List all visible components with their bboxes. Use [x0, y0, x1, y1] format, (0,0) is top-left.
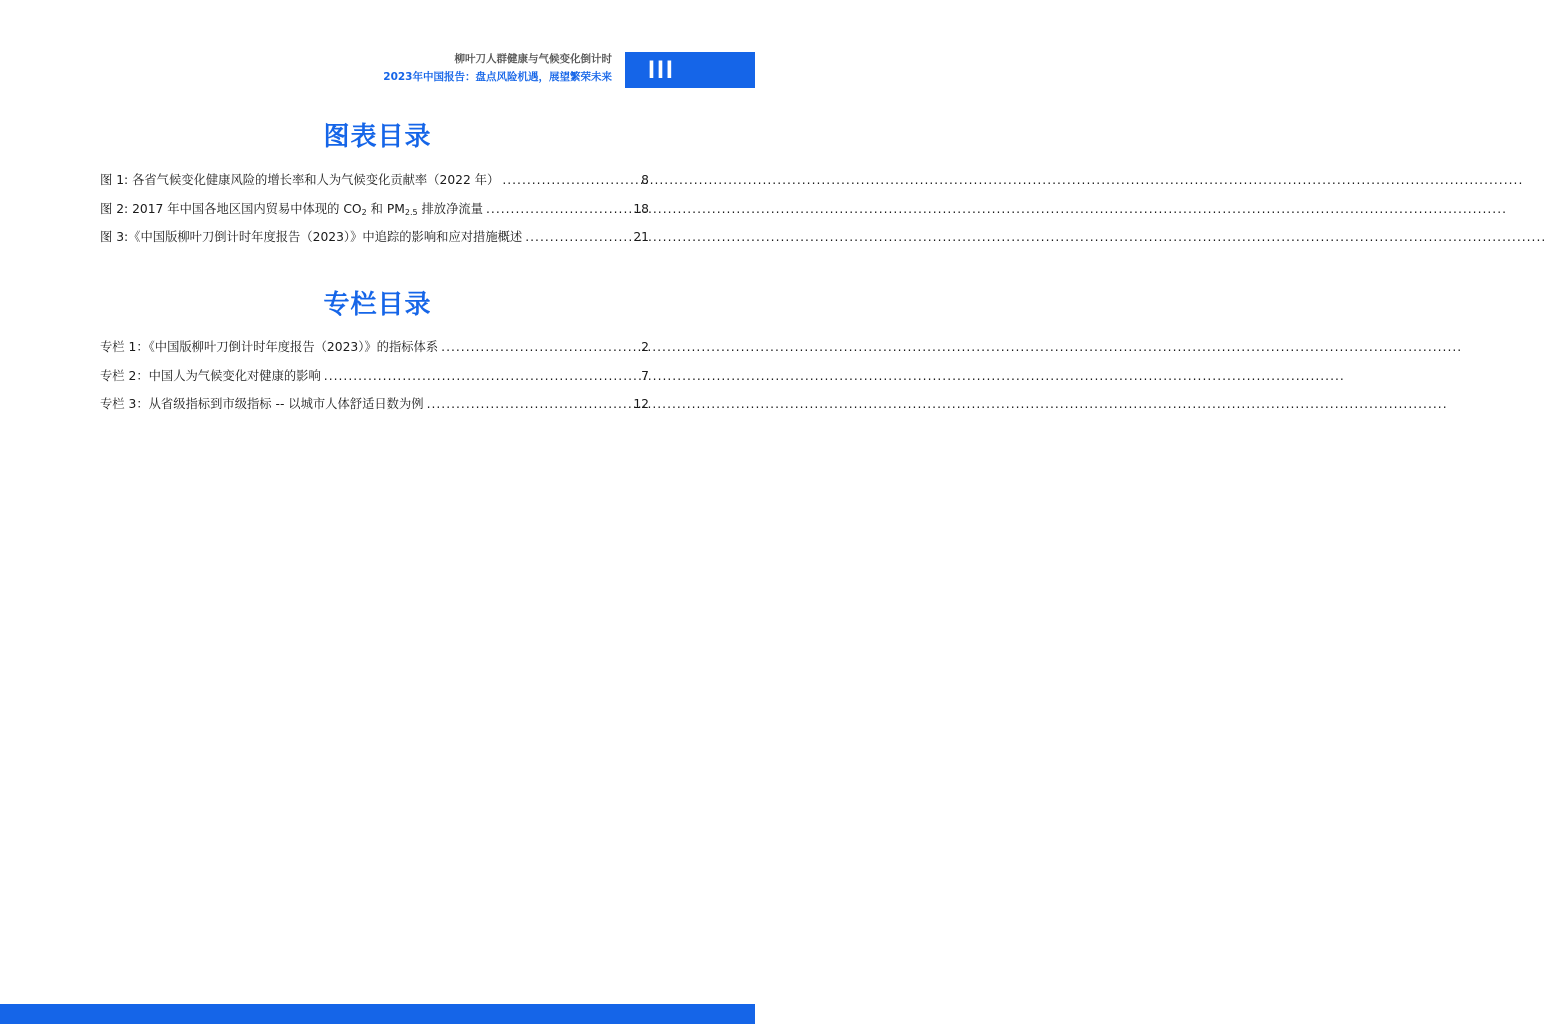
toc-page-number: 8 [641, 173, 649, 187]
toc-entry-column-3[interactable] [100, 390, 649, 419]
report-series-title: 柳叶刀人群健康与气候变化倒计时 [454, 53, 612, 65]
page-number: III [648, 56, 675, 84]
toc-page-number: 18 [633, 201, 649, 216]
toc-entry-title [100, 195, 483, 224]
columns-toc-title: 专栏目录 [323, 290, 432, 320]
figures-toc-title: 图表目录 [323, 122, 432, 152]
toc-leader-dots [525, 223, 630, 252]
toc-entry-figure-1[interactable] [100, 166, 649, 195]
footer-accent-bar [0, 1004, 755, 1024]
toc-entry-title: 专栏 3：从省级指标到市级指标 -- 以城市人体舒适日数为例 [100, 397, 424, 411]
toc-entry-title-part: 排放净流量 [417, 201, 483, 216]
toc-entry-figure-2[interactable] [100, 195, 649, 224]
subscript: 2 [361, 207, 367, 217]
toc-entry-title: 专栏 2：中国人为气候变化对健康的影响 [100, 368, 321, 383]
toc-leader-dots [502, 166, 638, 195]
toc-entry-title: 图 1: 各省气候变化健康风险的增长率和人为气候变化贡献率（2022 年） [100, 173, 500, 187]
toc-entry-figure-3[interactable] [100, 223, 649, 252]
page-number-tab [625, 52, 755, 88]
toc-page-number: 7 [641, 368, 649, 383]
toc-leader-dots [486, 195, 630, 224]
toc-leader-dots [324, 362, 638, 391]
toc-entry-title-part: 图 2: 2017 年中国各地区国内贸易中体现的 CO [100, 201, 362, 216]
toc-page-number: 12 [633, 397, 649, 411]
toc-entry-title: 专栏 1：《中国版柳叶刀倒计时年度报告（2023）》的指标体系 [100, 340, 439, 354]
figures-toc-list [100, 166, 649, 252]
subscript: 2.5 [404, 207, 418, 217]
toc-page-number: 2 [641, 340, 649, 354]
toc-entry-title-part: 和 PM [366, 201, 405, 216]
toc-entry-column-2[interactable] [100, 362, 649, 391]
toc-leader-dots [427, 390, 631, 419]
running-header [383, 50, 612, 86]
columns-toc-list [100, 333, 649, 419]
toc-entry-title: 图 3:《中国版柳叶刀倒计时年度报告（2023）》中追踪的影响和应对措施概述 [100, 230, 523, 244]
toc-entry-column-1[interactable] [100, 333, 649, 362]
report-subtitle: 2023年中国报告：盘点风险机遇，展望繁荣未来 [383, 71, 612, 83]
toc-page-number: 21 [633, 230, 649, 244]
toc-leader-dots [441, 333, 638, 362]
